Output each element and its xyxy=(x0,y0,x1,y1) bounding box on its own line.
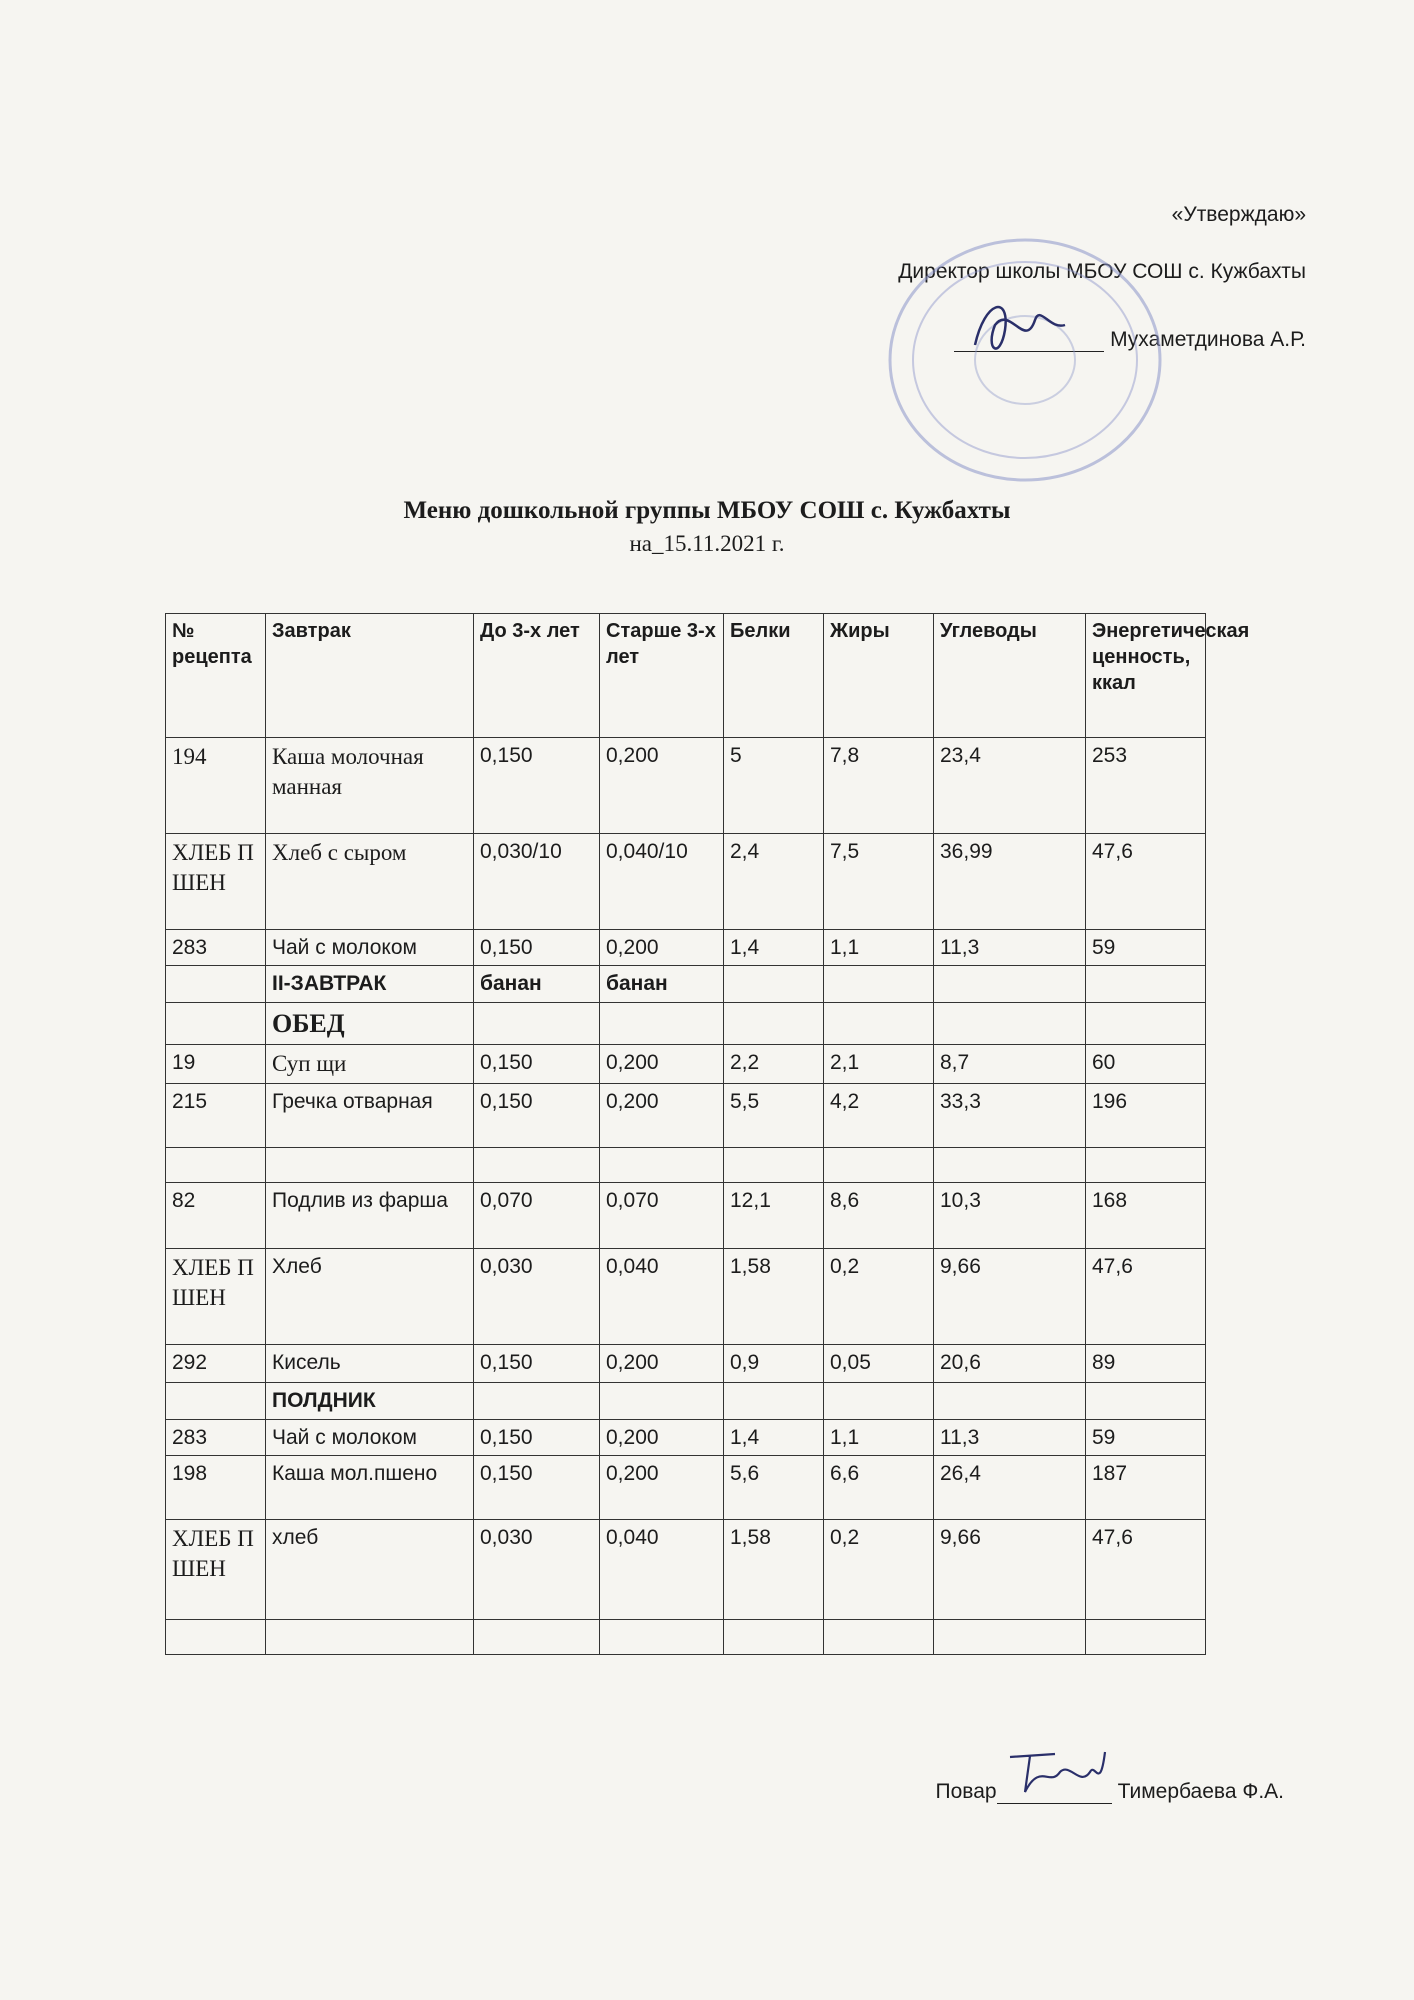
table-header-row xyxy=(166,614,1206,738)
table-cell: 10,3 xyxy=(934,1183,1086,1249)
table-cell xyxy=(724,1383,824,1419)
table-cell: ОБЕД xyxy=(266,1002,474,1045)
table-cell xyxy=(600,1002,724,1045)
table-row xyxy=(166,1345,1206,1383)
table-cell xyxy=(934,1383,1086,1419)
table-cell: 1,58 xyxy=(724,1249,824,1345)
table-cell: 60 xyxy=(1086,1045,1206,1084)
table-cell xyxy=(934,1619,1086,1654)
table-cell: Кисель xyxy=(266,1345,474,1383)
table-cell: 47,6 xyxy=(1086,834,1206,930)
table-cell: 4,2 xyxy=(824,1084,934,1148)
table-cell: 0,150 xyxy=(474,1045,600,1084)
table-cell: 0,150 xyxy=(474,1455,600,1519)
table-cell: Хлеб с сыром xyxy=(266,834,474,930)
table-row xyxy=(166,738,1206,834)
table-cell: 0,150 xyxy=(474,1419,600,1455)
col-header: Старше 3-х лет xyxy=(600,614,724,738)
table-cell: 9,66 xyxy=(934,1519,1086,1619)
table-cell: 283 xyxy=(166,930,266,966)
approval-title: «Утверждаю» xyxy=(1171,203,1306,226)
table-cell xyxy=(724,1002,824,1045)
table-cell xyxy=(934,966,1086,1002)
table-cell: 19 xyxy=(166,1045,266,1084)
table-cell: 0,070 xyxy=(600,1183,724,1249)
table-cell: Подлив из фарша xyxy=(266,1183,474,1249)
menu-table xyxy=(165,613,1250,1655)
table-cell: 0,05 xyxy=(824,1345,934,1383)
table-cell: 1,1 xyxy=(824,1419,934,1455)
table-cell: 0,150 xyxy=(474,1084,600,1148)
table-cell: ПОЛДНИК xyxy=(266,1383,474,1419)
table-row xyxy=(166,1519,1206,1619)
page-title: Меню дошкольной группы МБОУ СОШ с. Кужбахты xyxy=(403,497,1011,524)
table-cell: 0,040 xyxy=(600,1519,724,1619)
table-cell xyxy=(1086,1148,1206,1183)
table-cell: 0,040/10 xyxy=(600,834,724,930)
table-cell: 2,1 xyxy=(824,1045,934,1084)
approval-signatory: Мухаметдинова А.Р. xyxy=(1110,328,1306,351)
table-cell xyxy=(166,1002,266,1045)
table-cell: 8,6 xyxy=(824,1183,934,1249)
table-cell: 47,6 xyxy=(1086,1519,1206,1619)
table-cell: 0,040 xyxy=(600,1249,724,1345)
table-cell: 0,070 xyxy=(474,1183,600,1249)
table-cell: 0,030/10 xyxy=(474,834,600,930)
table-row xyxy=(166,1249,1206,1345)
table-cell xyxy=(600,1619,724,1654)
table-cell xyxy=(1086,1002,1206,1045)
table-cell xyxy=(166,1383,266,1419)
table-row-empty xyxy=(166,1619,1206,1654)
table-cell: 12,1 xyxy=(724,1183,824,1249)
table-row xyxy=(166,1419,1206,1455)
table-cell xyxy=(474,1383,600,1419)
table-cell: ХЛЕБ ПШЕН xyxy=(166,1519,266,1619)
table-cell: ХЛЕБ ПШЕН xyxy=(166,1249,266,1345)
table-cell: 89 xyxy=(1086,1345,1206,1383)
table-row xyxy=(166,1183,1206,1249)
table-row xyxy=(166,1084,1206,1148)
approval-position: Директор школы МБОУ СОШ с. Кужбахты xyxy=(898,260,1306,283)
col-header: Завтрак xyxy=(266,614,474,738)
table-cell: 168 xyxy=(1086,1183,1206,1249)
table-cell: 187 xyxy=(1086,1455,1206,1519)
table-cell: 292 xyxy=(166,1345,266,1383)
table-cell: 59 xyxy=(1086,930,1206,966)
table-cell xyxy=(474,1148,600,1183)
director-signature xyxy=(955,290,1075,370)
table-cell: 5,6 xyxy=(724,1455,824,1519)
table-cell: хлеб xyxy=(266,1519,474,1619)
table-cell xyxy=(1086,1383,1206,1419)
table-cell: 253 xyxy=(1086,738,1206,834)
col-header: До 3-х лет xyxy=(474,614,600,738)
table-row xyxy=(166,966,1206,1002)
table-row xyxy=(166,930,1206,966)
table-cell xyxy=(1086,1619,1206,1654)
table-cell: 0,200 xyxy=(600,1084,724,1148)
table-cell: 11,3 xyxy=(934,1419,1086,1455)
table-cell: 0,2 xyxy=(824,1519,934,1619)
table-cell: 2,4 xyxy=(724,834,824,930)
table-cell: 196 xyxy=(1086,1084,1206,1148)
table-cell: 7,8 xyxy=(824,738,934,834)
table-cell: 33,3 xyxy=(934,1084,1086,1148)
table-row xyxy=(166,1455,1206,1519)
table-cell xyxy=(166,1148,266,1183)
table-cell: 0,200 xyxy=(600,1045,724,1084)
table-cell: 0,030 xyxy=(474,1249,600,1345)
table-cell: 36,99 xyxy=(934,834,1086,930)
table-cell: 0,200 xyxy=(600,738,724,834)
table-cell: 6,6 xyxy=(824,1455,934,1519)
table-cell xyxy=(1086,966,1206,1002)
table-cell: 47,6 xyxy=(1086,1249,1206,1345)
table-cell: 0,200 xyxy=(600,1455,724,1519)
col-header: Углеводы xyxy=(934,614,1086,738)
table-cell: 9,66 xyxy=(934,1249,1086,1345)
table-row xyxy=(166,1045,1206,1084)
table-cell xyxy=(474,1619,600,1654)
table-cell xyxy=(474,1002,600,1045)
table-row-empty xyxy=(166,1148,1206,1183)
table-cell: 0,150 xyxy=(474,1345,600,1383)
table-cell xyxy=(724,1148,824,1183)
table-cell: II-ЗАВТРАК xyxy=(266,966,474,1002)
table-cell xyxy=(166,966,266,1002)
table-cell: банан xyxy=(600,966,724,1002)
col-header: Жиры xyxy=(824,614,934,738)
table-cell xyxy=(824,966,934,1002)
table-cell: 0,9 xyxy=(724,1345,824,1383)
col-header: Энергетическая ценность, ккал xyxy=(1086,614,1206,738)
table-cell: Хлеб xyxy=(266,1249,474,1345)
table-cell: 5,5 xyxy=(724,1084,824,1148)
table-cell: 59 xyxy=(1086,1419,1206,1455)
table-cell: 8,7 xyxy=(934,1045,1086,1084)
table-cell: 1,1 xyxy=(824,930,934,966)
table-cell: Суп щи xyxy=(266,1045,474,1084)
signature-line xyxy=(997,1781,1112,1804)
table-cell: ХЛЕБ ПШЕН xyxy=(166,834,266,930)
menu-date: на_15.11.2021 г. xyxy=(629,531,785,556)
table-cell xyxy=(600,1383,724,1419)
table-cell xyxy=(266,1148,474,1183)
table-cell: 194 xyxy=(166,738,266,834)
col-header: № рецепта xyxy=(166,614,266,738)
table-cell: 82 xyxy=(166,1183,266,1249)
table-cell: 198 xyxy=(166,1455,266,1519)
table-cell: 1,4 xyxy=(724,930,824,966)
table-cell: 215 xyxy=(166,1084,266,1148)
table-cell: Каша мол.пшено xyxy=(266,1455,474,1519)
table-cell xyxy=(824,1148,934,1183)
table-cell: 26,4 xyxy=(934,1455,1086,1519)
table-row xyxy=(166,834,1206,930)
table-cell: 0,200 xyxy=(600,1419,724,1455)
table-cell: Каша молочная манная xyxy=(266,738,474,834)
table-cell xyxy=(934,1002,1086,1045)
table-cell: Гречка отварная xyxy=(266,1084,474,1148)
table-cell xyxy=(724,966,824,1002)
table-cell xyxy=(600,1148,724,1183)
table-row xyxy=(166,1383,1206,1419)
table-cell: 0,030 xyxy=(474,1519,600,1619)
table-cell: Чай с молоком xyxy=(266,930,474,966)
table-cell: 1,58 xyxy=(724,1519,824,1619)
table-cell: 23,4 xyxy=(934,738,1086,834)
table-cell: 283 xyxy=(166,1419,266,1455)
table-row xyxy=(166,1002,1206,1045)
table-cell: 0,200 xyxy=(600,1345,724,1383)
table-cell: 5 xyxy=(724,738,824,834)
table-cell: 0,200 xyxy=(600,930,724,966)
table-cell: 0,2 xyxy=(824,1249,934,1345)
table-cell xyxy=(824,1619,934,1654)
table-cell: 0,150 xyxy=(474,738,600,834)
cook-role: Повар xyxy=(935,1780,997,1803)
table-cell: 1,4 xyxy=(724,1419,824,1455)
col-header: Белки xyxy=(724,614,824,738)
table-cell xyxy=(824,1002,934,1045)
table-cell xyxy=(934,1148,1086,1183)
table-cell: 0,150 xyxy=(474,930,600,966)
table-cell xyxy=(724,1619,824,1654)
table-cell: банан xyxy=(474,966,600,1002)
table-cell xyxy=(824,1383,934,1419)
cook-name: Тимербаева Ф.А. xyxy=(1117,1780,1284,1803)
table-cell xyxy=(166,1619,266,1654)
table-cell: 7,5 xyxy=(824,834,934,930)
table-cell: Чай с молоком xyxy=(266,1419,474,1455)
table-cell xyxy=(266,1619,474,1654)
table-cell: 20,6 xyxy=(934,1345,1086,1383)
table-cell: 11,3 xyxy=(934,930,1086,966)
table-cell: 2,2 xyxy=(724,1045,824,1084)
cook-line xyxy=(936,1780,1284,1804)
